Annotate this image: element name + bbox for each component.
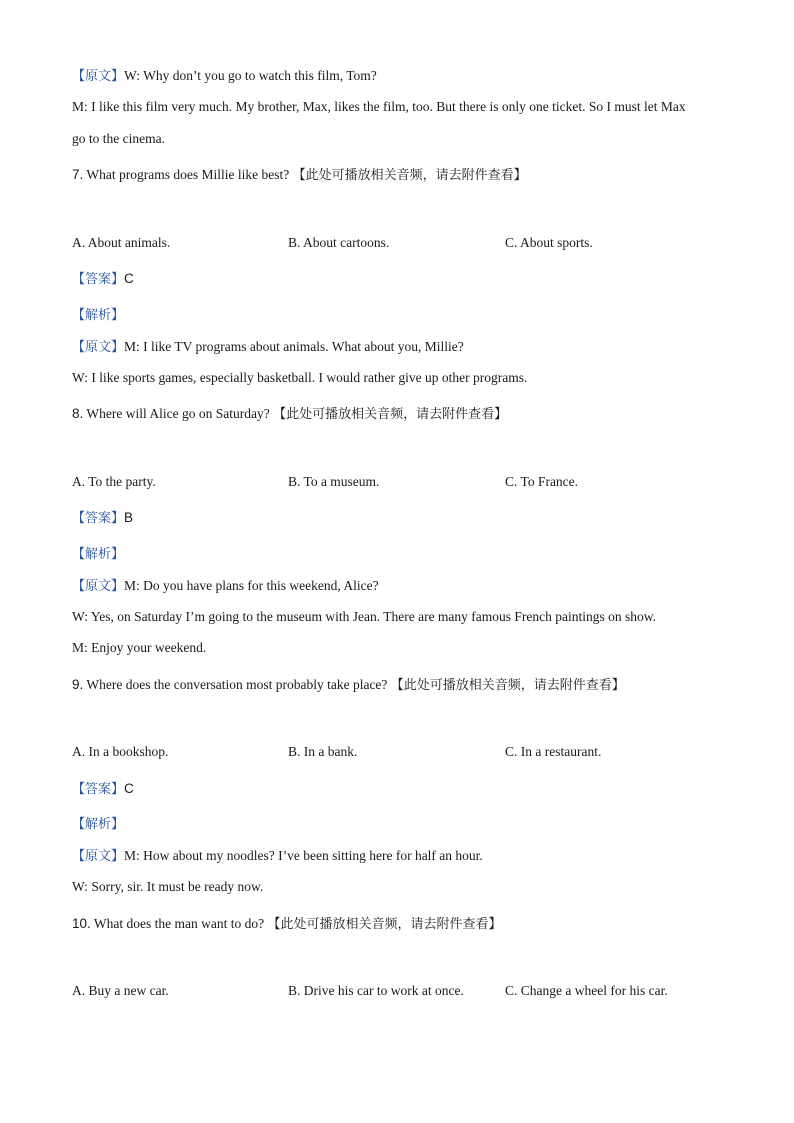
analysis-tag: 【解析】 (72, 308, 125, 323)
q10-option-b: B. Drive his car to work at once. (288, 983, 464, 998)
answer-tag: 【答案】 (72, 511, 125, 526)
question-10 (72, 915, 502, 934)
question-text: Where does the conversation most probably take place? (86, 677, 388, 692)
audio-note: 【此处可播放相关音频，请去附件查看】 (390, 678, 625, 693)
q9-option-c: C. In a restaurant. (505, 744, 602, 759)
question-number: 9. (72, 677, 84, 692)
original-tag: 【原文】 (72, 340, 125, 355)
q7-analysis-heading (72, 306, 124, 325)
q8-original-line2: W: Yes, on Saturday I’m going to the museum with Jean. There are many famous French paintings on show. (72, 609, 657, 624)
q7-option-b: B. About cartoons. (288, 235, 390, 250)
q7-answer (72, 270, 134, 289)
original-tag: 【原文】 (72, 69, 125, 84)
question-8 (72, 405, 507, 424)
analysis-tag: 【解析】 (72, 817, 125, 832)
answer-value: B (124, 510, 134, 525)
q7-option-c: C. About sports. (505, 235, 593, 250)
question-9 (72, 676, 625, 695)
answer-value: C (124, 271, 134, 286)
q10-option-a: A. Buy a new car. (72, 983, 169, 998)
audio-note: 【此处可播放相关音频，请去附件查看】 (292, 168, 527, 183)
audio-note: 【此处可播放相关音频，请去附件查看】 (273, 407, 508, 422)
q8-option-b: B. To a museum. (288, 474, 380, 489)
original-tag: 【原文】 (72, 849, 125, 864)
question-text: What programs does Millie like best? (86, 167, 290, 182)
q9-original-line1 (72, 847, 483, 866)
q7-original-line2: W: I like sports games, especially basketball. I would rather give up other programs. (72, 370, 528, 385)
prev-original-line2: M: I like this film very much. My brother, Max, likes the film, too. But there is only one ticket. So I must let Max (72, 99, 686, 114)
q7-option-a: A. About animals. (72, 235, 171, 250)
analysis-tag: 【解析】 (72, 547, 125, 562)
q9-answer (72, 780, 134, 799)
transcript-text: W: Why don’t you go to watch this film, Tom? (124, 68, 377, 83)
q9-analysis-heading (72, 815, 124, 834)
question-number: 8. (72, 406, 84, 421)
answer-tag: 【答案】 (72, 782, 125, 797)
q10-option-c: C. Change a wheel for his car. (505, 983, 668, 998)
transcript-text: M: How about my noodles? I’ve been sitting here for half an hour. (124, 848, 483, 863)
q9-option-a: A. In a bookshop. (72, 744, 169, 759)
q8-option-c: C. To France. (505, 474, 579, 489)
q8-analysis-heading (72, 545, 124, 564)
q7-original-line1 (72, 338, 464, 357)
q8-option-a: A. To the party. (72, 474, 156, 489)
q9-option-b: B. In a bank. (288, 744, 358, 759)
answer-value: C (124, 781, 134, 796)
transcript-text: M: I like TV programs about animals. What about you, Millie? (124, 339, 464, 354)
q8-answer (72, 509, 133, 528)
question-text: What does the man want to do? (93, 916, 265, 931)
original-tag: 【原文】 (72, 579, 125, 594)
q8-original-line1 (72, 577, 379, 596)
question-number: 10. (72, 916, 91, 931)
q9-original-line2: W: Sorry, sir. It must be ready now. (72, 879, 264, 894)
answer-tag: 【答案】 (72, 272, 125, 287)
audio-note: 【此处可播放相关音频，请去附件查看】 (267, 917, 502, 932)
question-7 (72, 166, 527, 185)
question-number: 7. (72, 167, 84, 182)
question-text: Where will Alice go on Saturday? (86, 406, 270, 421)
prev-original-line1 (72, 67, 377, 86)
prev-original-line3: go to the cinema. (72, 131, 165, 146)
q8-original-line3: M: Enjoy your weekend. (72, 640, 207, 655)
transcript-text: M: Do you have plans for this weekend, Alice? (124, 578, 379, 593)
